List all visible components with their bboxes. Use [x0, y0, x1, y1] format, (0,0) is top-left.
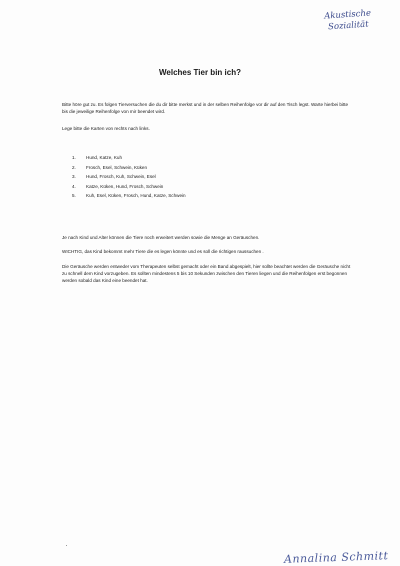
scan-speck: [66, 545, 67, 546]
handwritten-note: [317, 8, 378, 33]
list-item-number: 5.: [72, 193, 76, 198]
list-item-number: 2.: [72, 164, 76, 170]
handwritten-note-line-1: Akustische: [323, 8, 372, 22]
page-title: Welches Tier bin ich?: [159, 68, 241, 77]
list-item-number: 1.: [72, 155, 76, 160]
variation-paragraph: Je nach Kind und Alter können die Tiere noch erweitert werden sowie die Menge an Geräuschen.: [62, 235, 260, 240]
list-item: [72, 153, 186, 163]
list-item: [72, 172, 186, 182]
list-item-number: 4.: [72, 183, 76, 189]
list-item: [72, 163, 186, 173]
handwritten-note-line-2: Sozialität: [327, 19, 369, 33]
list-item-number: 3.: [72, 174, 76, 179]
instruction-paragraph: Lege bitte die Karten von rechts nach links.: [62, 126, 150, 131]
list-item-text: Hund, Frosch, Kuh, Schwein, Esel: [86, 174, 156, 179]
intro-paragraph: [62, 101, 352, 115]
list-item: [72, 191, 186, 201]
important-note-paragraph: WICHTIG, das Kind bekommt mehr Tiere die es legen könnte und es soll die richtigen raussuchen .: [62, 249, 264, 254]
list-item-text: Frosch, Esel, Schwein, Küken: [86, 164, 148, 170]
list-item-text: Hund, Katze, Kuh: [86, 155, 123, 160]
list-item: [72, 182, 186, 192]
list-item-text: Katze, Küken, Hund, Frosch, Schwein: [86, 183, 164, 189]
intro-text: Bitte höre gut zu. Es folgen Tierversuchen die du dir bitte merkst und in der selben Reihenfolge vor dir auf den Tisch legst. Warte hierbei bitte bis die jeweilige Reihenfolge von mir beendet wird.: [62, 102, 349, 114]
sound-instructions-paragraph: Die Geräusche werden entweder vom Therapeuten selbst gemacht oder ein Band abgespielt, hier sollte beachtet werden die Geräusche nicht zu schnell dem Kind vorzugeben. Es sollten mindestens 5 bis 10 Sekunden zwischen den Tieren liegen und die Reihenfolgen erst begonnen werden sobald das Kind eine beendet hat.: [62, 264, 351, 283]
sequence-list: [72, 153, 186, 201]
list-item-text: Kuh, Esel, Küken, Frosch, Hund, Katze, Schwein: [86, 193, 186, 198]
handwritten-signature: Annalina Schmitt: [283, 549, 389, 566]
